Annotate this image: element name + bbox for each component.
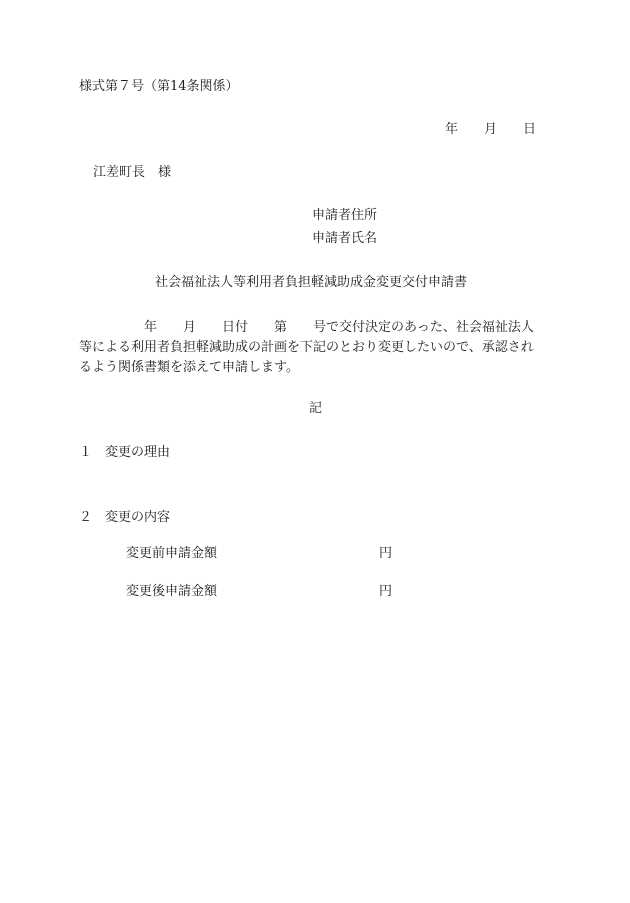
applicant-address-label: 申請者住所	[312, 208, 378, 223]
applicant-name-label: 申請者氏名	[312, 231, 378, 246]
document-title: 社会福祉法人等利用者負担軽減助成金変更交付申請書	[155, 275, 468, 290]
ki-heading: 記	[309, 401, 323, 416]
amount-before-unit: 円	[379, 546, 393, 561]
date-month-label: 月	[484, 122, 498, 137]
item-change-content: ２ 変更の内容	[79, 510, 171, 525]
amount-after-label: 変更後申請金額	[126, 584, 218, 599]
date-year-label: 年	[445, 122, 459, 137]
amount-after-unit: 円	[379, 584, 393, 599]
addressee: 江差町長 様	[93, 165, 172, 180]
body-line-1: 年 月 日付 第 号で交付決定のあった、社会福祉法人	[79, 320, 534, 335]
body-line-3: るよう関係書類を添えて申請します。	[79, 360, 299, 375]
body-paragraph	[79, 318, 559, 378]
item-change-reason: １ 変更の理由	[79, 445, 171, 460]
amount-before-label: 変更前申請金額	[126, 546, 218, 561]
form-number: 様式第７号（第14条関係）	[79, 79, 239, 94]
date-day-label: 日	[523, 122, 537, 137]
date-line	[445, 122, 536, 138]
body-line-2: 等による利用者負担軽減助成の計画を下記のとおり変更したいので、承認され	[79, 340, 534, 355]
